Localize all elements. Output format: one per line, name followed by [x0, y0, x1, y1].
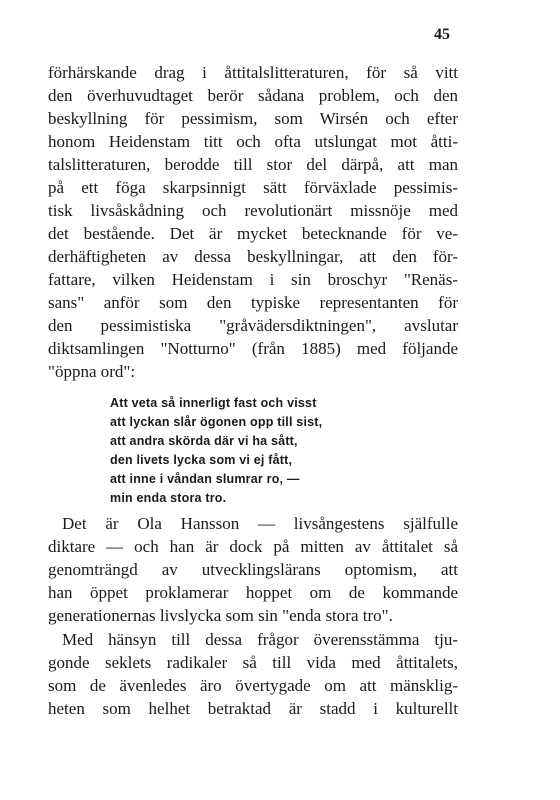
text-line: derhäftigheten av dessa beskyllningar, att den för- [48, 247, 458, 266]
text-line: talslitteraturen, berodde till stor del därpå, att man [48, 155, 458, 174]
paragraph-1 [48, 61, 458, 383]
poem-line: den livets lycka som vi ej fått, [110, 453, 293, 467]
text-line: han öppet proklamerar hoppet om de kommande [48, 583, 458, 602]
text-line: den överhuvudtaget berör sådana problem, och den [48, 86, 458, 105]
text-line: beskyllning för pessimism, som Wirsén och efter [48, 109, 458, 128]
text-line: fattare, vilken Heidenstam i sin broschyr "Renäs- [48, 270, 458, 289]
poem-line: att inne i våndan slumrar ro, — [110, 472, 300, 486]
text-line: på ett föga skarpsinnigt sätt förväxlade pessimis- [48, 178, 458, 197]
text-line: det bestående. Det är mycket betecknande för ve- [48, 224, 458, 243]
text-line: Det är Ola Hansson — livsångestens själfulle [62, 514, 458, 533]
paragraph-2 [48, 512, 458, 627]
text-line: sans" anför som den typiske representanten för [48, 293, 458, 312]
text-line: "öppna ord": [48, 362, 136, 381]
text-line: den pessimistiska "gråvädersdiktningen", avslutar [48, 316, 458, 335]
text-line: diktsamlingen "Notturno" (från 1885) med följande [48, 339, 458, 358]
page-number: 45 [434, 26, 450, 43]
text-line: diktare — och han är dock på mitten av åttitalet så [48, 537, 458, 556]
text-line: heten som helhet betraktad är stadd i kulturellt [48, 699, 458, 718]
text-line: generationernas livslycka som sin "enda stora tro". [48, 606, 393, 625]
text-line: genomträngd av utvecklingslärans optomism, att [48, 560, 458, 579]
paragraph-3 [48, 628, 458, 720]
text-line: gonde seklets radikaler så till vida med åttitalets, [48, 653, 458, 672]
text-line: som de ävenledes äro övertygade om att mänsklig- [48, 676, 458, 695]
poem-line: att andra skörda där vi ha sått, [110, 434, 298, 448]
text-line: tisk livsåskådning och revolutionärt missnöje med [48, 201, 458, 220]
poem-quote [110, 394, 410, 508]
text-line: Med hänsyn till dessa frågor överensstämma tju- [62, 630, 458, 649]
poem-line: att lyckan slår ögonen opp till sist, [110, 415, 323, 429]
text-line: honom Heidenstam titt och ofta utslungat mot åtti- [48, 132, 458, 151]
poem-line: Att veta så innerligt fast och visst [110, 396, 317, 410]
text-line: förhärskande drag i åttitalslitteraturen, för så vitt [48, 63, 458, 82]
poem-line: min enda stora tro. [110, 491, 227, 505]
